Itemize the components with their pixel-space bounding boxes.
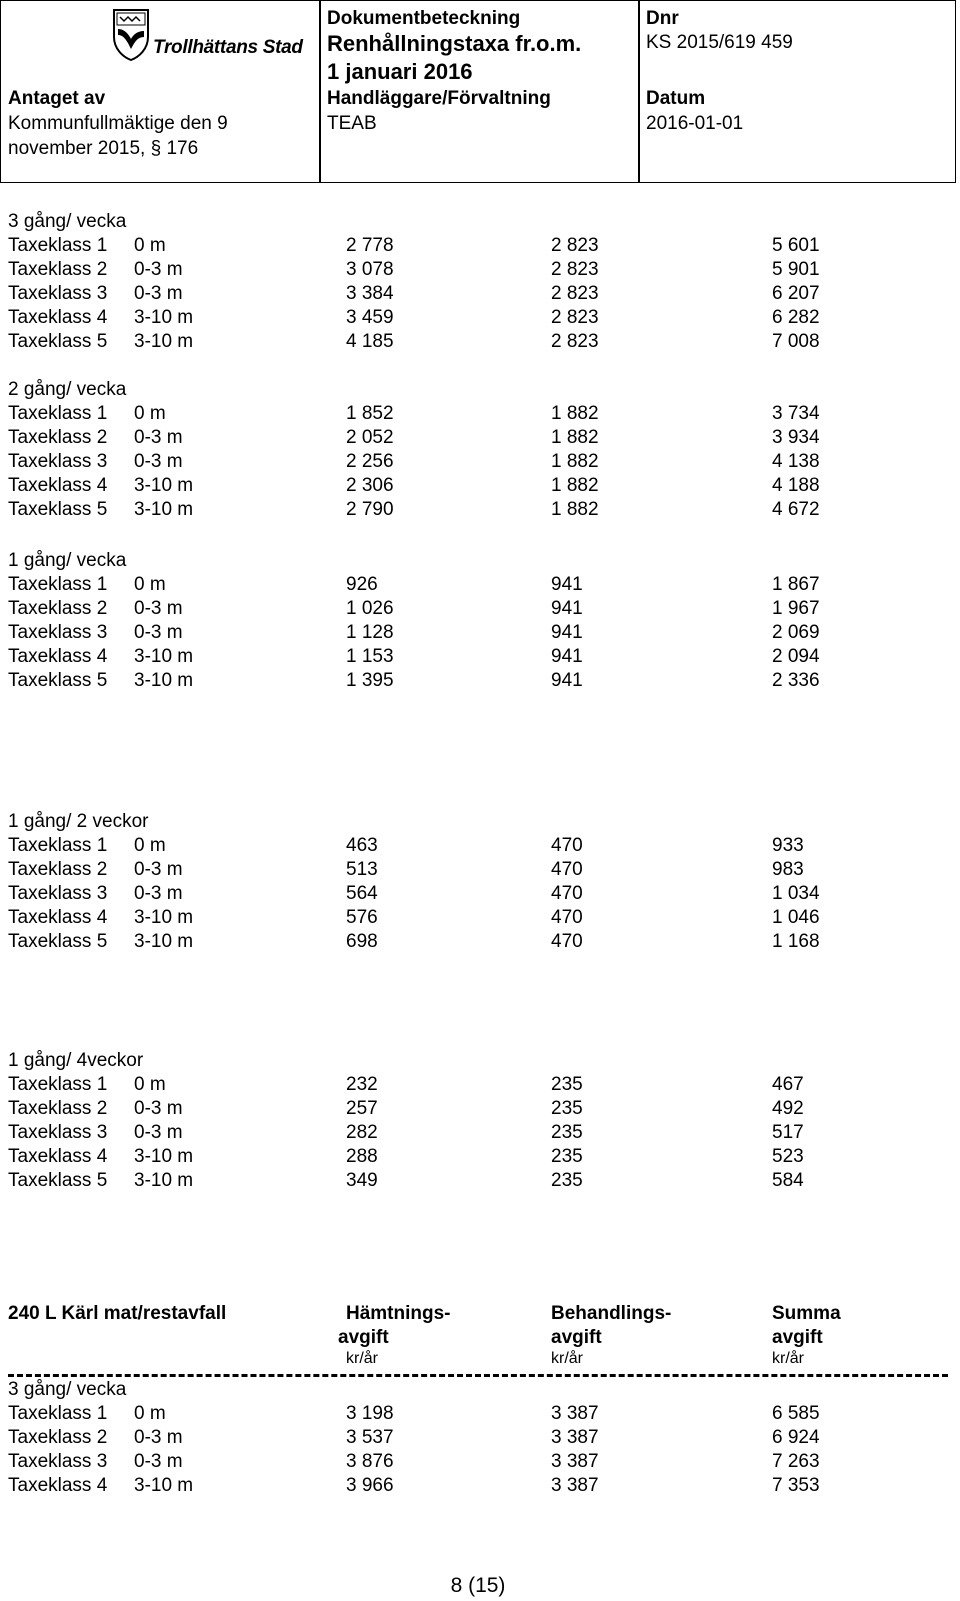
total-fee: 4 188 <box>772 475 820 496</box>
tax-class: Taxeklass 5 <box>8 1170 108 1191</box>
tax-class: Taxeklass 1 <box>8 235 108 256</box>
tax-class: Taxeklass 4 <box>8 1146 108 1167</box>
table-row <box>0 1474 956 1498</box>
tax-class: Taxeklass 2 <box>8 1098 108 1119</box>
table-row <box>0 1121 956 1145</box>
table-row <box>0 621 956 645</box>
col-treatment-fee-unit: kr/år <box>551 1350 583 1367</box>
total-fee: 1 967 <box>772 598 820 619</box>
table-row <box>0 573 956 597</box>
col-collection-fee-unit: kr/år <box>346 1350 378 1367</box>
handler-value: TEAB <box>327 113 377 134</box>
collection-fee: 513 <box>346 859 378 880</box>
distance: 0 m <box>134 835 166 856</box>
table-row <box>0 906 956 930</box>
treatment-fee: 2 823 <box>551 307 599 328</box>
col-collection-fee-line1: Hämtnings- <box>346 1303 451 1324</box>
tax-class: Taxeklass 2 <box>8 259 108 280</box>
collection-fee: 2 052 <box>346 427 394 448</box>
distance: 0 m <box>134 403 166 424</box>
distance: 3-10 m <box>134 1475 194 1496</box>
total-fee: 6 207 <box>772 283 820 304</box>
col-treatment-fee-line1: Behandlings- <box>551 1303 672 1324</box>
tax-class: Taxeklass 1 <box>8 403 108 424</box>
total-fee: 6 585 <box>772 1403 820 1424</box>
tax-class: Taxeklass 3 <box>8 451 108 472</box>
total-fee: 933 <box>772 835 804 856</box>
table-row <box>0 597 956 621</box>
table-row <box>0 1426 956 1450</box>
tax-class: Taxeklass 1 <box>8 1403 108 1424</box>
total-fee: 4 138 <box>772 451 820 472</box>
tax-class: Taxeklass 5 <box>8 670 108 691</box>
tax-class: Taxeklass 1 <box>8 1074 108 1095</box>
total-fee: 523 <box>772 1146 804 1167</box>
distance: 3-10 m <box>134 1170 194 1191</box>
collection-fee: 2 256 <box>346 451 394 472</box>
collection-fee: 463 <box>346 835 378 856</box>
total-fee: 6 282 <box>772 307 820 328</box>
distance: 0-3 m <box>134 859 183 880</box>
treatment-fee: 235 <box>551 1170 583 1191</box>
total-fee: 983 <box>772 859 804 880</box>
tax-class: Taxeklass 1 <box>8 835 108 856</box>
distance: 0-3 m <box>134 259 183 280</box>
col-total-fee-line2: avgift <box>772 1327 823 1348</box>
total-fee: 3 934 <box>772 427 820 448</box>
col-treatment-fee-line2: avgift <box>551 1327 602 1348</box>
collection-fee: 926 <box>346 574 378 595</box>
treatment-fee: 941 <box>551 574 583 595</box>
table-row <box>0 834 956 858</box>
treatment-fee: 3 387 <box>551 1403 599 1424</box>
treatment-fee: 2 823 <box>551 259 599 280</box>
collection-fee: 3 876 <box>346 1451 394 1472</box>
collection-fee: 2 306 <box>346 475 394 496</box>
table-row <box>0 330 956 354</box>
collection-fee: 3 198 <box>346 1403 394 1424</box>
collection-fee: 564 <box>346 883 378 904</box>
tax-class: Taxeklass 1 <box>8 574 108 595</box>
dashed-separator <box>8 1374 948 1378</box>
treatment-fee: 470 <box>551 931 583 952</box>
collection-fee: 3 078 <box>346 259 394 280</box>
tax-class: Taxeklass 4 <box>8 1475 108 1496</box>
distance: 0-3 m <box>134 427 183 448</box>
collection-fee: 3 459 <box>346 307 394 328</box>
table-row <box>0 1402 956 1426</box>
treatment-fee: 470 <box>551 883 583 904</box>
treatment-fee: 941 <box>551 598 583 619</box>
total-fee: 584 <box>772 1170 804 1191</box>
distance: 0 m <box>134 1403 166 1424</box>
total-fee: 1 867 <box>772 574 820 595</box>
collection-fee: 1 128 <box>346 622 394 643</box>
total-fee: 467 <box>772 1074 804 1095</box>
total-fee: 5 601 <box>772 235 820 256</box>
total-fee: 7 263 <box>772 1451 820 1472</box>
table-row <box>0 426 956 450</box>
distance: 3-10 m <box>134 931 194 952</box>
dnr-label: Dnr <box>646 8 679 29</box>
total-fee: 6 924 <box>772 1427 820 1448</box>
tax-class: Taxeklass 4 <box>8 907 108 928</box>
treatment-fee: 470 <box>551 907 583 928</box>
distance: 0 m <box>134 235 166 256</box>
collection-fee: 288 <box>346 1146 378 1167</box>
collection-fee: 2 790 <box>346 499 394 520</box>
treatment-fee: 235 <box>551 1146 583 1167</box>
treatment-fee: 235 <box>551 1098 583 1119</box>
collection-fee: 1 395 <box>346 670 394 691</box>
collection-fee: 232 <box>346 1074 378 1095</box>
tax-class: Taxeklass 4 <box>8 646 108 667</box>
tax-class: Taxeklass 3 <box>8 1451 108 1472</box>
treatment-fee: 941 <box>551 670 583 691</box>
adopted-line2: november 2015, § 176 <box>8 138 199 159</box>
municipal-crest-icon <box>111 7 151 61</box>
distance: 0-3 m <box>134 622 183 643</box>
distance: 0-3 m <box>134 1451 183 1472</box>
table-row <box>0 306 956 330</box>
distance: 3-10 m <box>134 331 194 352</box>
table-row <box>0 282 956 306</box>
distance: 0-3 m <box>134 1427 183 1448</box>
distance: 3-10 m <box>134 475 194 496</box>
handler-label: Handläggare/Förvaltning <box>327 88 551 109</box>
collection-fee: 257 <box>346 1098 378 1119</box>
table-row <box>0 669 956 693</box>
trollhattan-logo <box>111 7 321 63</box>
total-fee: 3 734 <box>772 403 820 424</box>
treatment-fee: 1 882 <box>551 451 599 472</box>
total-fee: 7 008 <box>772 331 820 352</box>
page-number: 8 (15) <box>450 1574 506 1597</box>
total-fee: 2 336 <box>772 670 820 691</box>
group-title: 2 gång/ vecka <box>8 379 127 400</box>
treatment-fee: 1 882 <box>551 403 599 424</box>
tax-class: Taxeklass 2 <box>8 427 108 448</box>
tax-class: Taxeklass 2 <box>8 859 108 880</box>
collection-fee: 1 026 <box>346 598 394 619</box>
distance: 0 m <box>134 574 166 595</box>
collection-fee: 1 852 <box>346 403 394 424</box>
collection-fee: 3 384 <box>346 283 394 304</box>
treatment-fee: 3 387 <box>551 1451 599 1472</box>
adopted-line1: Kommunfullmäktige den 9 <box>8 113 228 134</box>
table-row <box>0 498 956 522</box>
distance: 3-10 m <box>134 1146 194 1167</box>
table-row <box>0 450 956 474</box>
col-total-fee-unit: kr/år <box>772 1350 804 1367</box>
distance: 0-3 m <box>134 283 183 304</box>
table-row <box>0 474 956 498</box>
treatment-fee: 3 387 <box>551 1475 599 1496</box>
collection-fee: 282 <box>346 1122 378 1143</box>
table-row <box>0 645 956 669</box>
document-header <box>0 0 956 183</box>
table-row <box>0 402 956 426</box>
tax-class: Taxeklass 2 <box>8 598 108 619</box>
treatment-fee: 470 <box>551 859 583 880</box>
distance: 0-3 m <box>134 451 183 472</box>
collection-fee: 4 185 <box>346 331 394 352</box>
distance: 0-3 m <box>134 1098 183 1119</box>
collection-fee: 698 <box>346 931 378 952</box>
treatment-fee: 1 882 <box>551 475 599 496</box>
distance: 0 m <box>134 1074 166 1095</box>
tax-class: Taxeklass 3 <box>8 1122 108 1143</box>
table-row <box>0 1145 956 1169</box>
total-fee: 1 168 <box>772 931 820 952</box>
distance: 3-10 m <box>134 907 194 928</box>
tax-class: Taxeklass 4 <box>8 475 108 496</box>
collection-fee: 2 778 <box>346 235 394 256</box>
distance: 3-10 m <box>134 499 194 520</box>
table-row <box>0 1169 956 1193</box>
treatment-fee: 235 <box>551 1074 583 1095</box>
treatment-fee: 470 <box>551 835 583 856</box>
adopted-label: Antaget av <box>8 88 106 109</box>
tax-class: Taxeklass 5 <box>8 931 108 952</box>
treatment-fee: 1 882 <box>551 499 599 520</box>
total-fee: 5 901 <box>772 259 820 280</box>
total-fee: 492 <box>772 1098 804 1119</box>
distance: 0-3 m <box>134 1122 183 1143</box>
collection-fee: 349 <box>346 1170 378 1191</box>
table-row <box>0 258 956 282</box>
collection-fee: 1 153 <box>346 646 394 667</box>
table-row <box>0 1073 956 1097</box>
distance: 3-10 m <box>134 646 194 667</box>
total-fee: 517 <box>772 1122 804 1143</box>
doc-label: Dokumentbeteckning <box>327 8 521 29</box>
group-title: 1 gång/ 4veckor <box>8 1050 144 1071</box>
table-row <box>0 858 956 882</box>
treatment-fee: 235 <box>551 1122 583 1143</box>
tax-class: Taxeklass 3 <box>8 883 108 904</box>
tax-class: Taxeklass 3 <box>8 622 108 643</box>
group-title: 1 gång/ 2 veckor <box>8 811 149 832</box>
doc-title-line1: Renhållningstaxa fr.o.m. <box>327 31 582 56</box>
total-fee: 1 046 <box>772 907 820 928</box>
table-row <box>0 882 956 906</box>
tax-class: Taxeklass 5 <box>8 331 108 352</box>
logo-wordmark: Trollhättans Stad <box>153 37 303 58</box>
distance: 3-10 m <box>134 670 194 691</box>
distance: 3-10 m <box>134 307 194 328</box>
treatment-fee: 3 387 <box>551 1427 599 1448</box>
distance: 0-3 m <box>134 883 183 904</box>
dnr-value: KS 2015/619 459 <box>646 32 793 53</box>
treatment-fee: 2 823 <box>551 283 599 304</box>
table-row <box>0 1097 956 1121</box>
total-fee: 1 034 <box>772 883 820 904</box>
collection-fee: 3 537 <box>346 1427 394 1448</box>
tax-class: Taxeklass 2 <box>8 1427 108 1448</box>
total-fee: 4 672 <box>772 499 820 520</box>
tax-class: Taxeklass 4 <box>8 307 108 328</box>
tax-class: Taxeklass 3 <box>8 283 108 304</box>
tax-class: Taxeklass 5 <box>8 499 108 520</box>
treatment-fee: 2 823 <box>551 331 599 352</box>
treatment-fee: 941 <box>551 646 583 667</box>
header-divider <box>638 1 640 182</box>
collection-fee: 3 966 <box>346 1475 394 1496</box>
collection-fee: 576 <box>346 907 378 928</box>
section-240-title: 240 L Kärl mat/restavfall <box>8 1303 227 1324</box>
group-title: 3 gång/ vecka <box>8 211 127 232</box>
total-fee: 2 069 <box>772 622 820 643</box>
col-total-fee-line1: Summa <box>772 1303 841 1324</box>
table-row <box>0 234 956 258</box>
treatment-fee: 2 823 <box>551 235 599 256</box>
col-collection-fee-line2: avgift <box>338 1327 389 1348</box>
doc-title-line2: 1 januari 2016 <box>327 59 473 84</box>
date-value: 2016-01-01 <box>646 113 744 134</box>
table-row <box>0 1450 956 1474</box>
treatment-fee: 1 882 <box>551 427 599 448</box>
distance: 0-3 m <box>134 598 183 619</box>
group-title: 1 gång/ vecka <box>8 550 127 571</box>
total-fee: 7 353 <box>772 1475 820 1496</box>
table-row <box>0 930 956 954</box>
total-fee: 2 094 <box>772 646 820 667</box>
group-title: 3 gång/ vecka <box>8 1379 127 1400</box>
date-label: Datum <box>646 88 706 109</box>
treatment-fee: 941 <box>551 622 583 643</box>
